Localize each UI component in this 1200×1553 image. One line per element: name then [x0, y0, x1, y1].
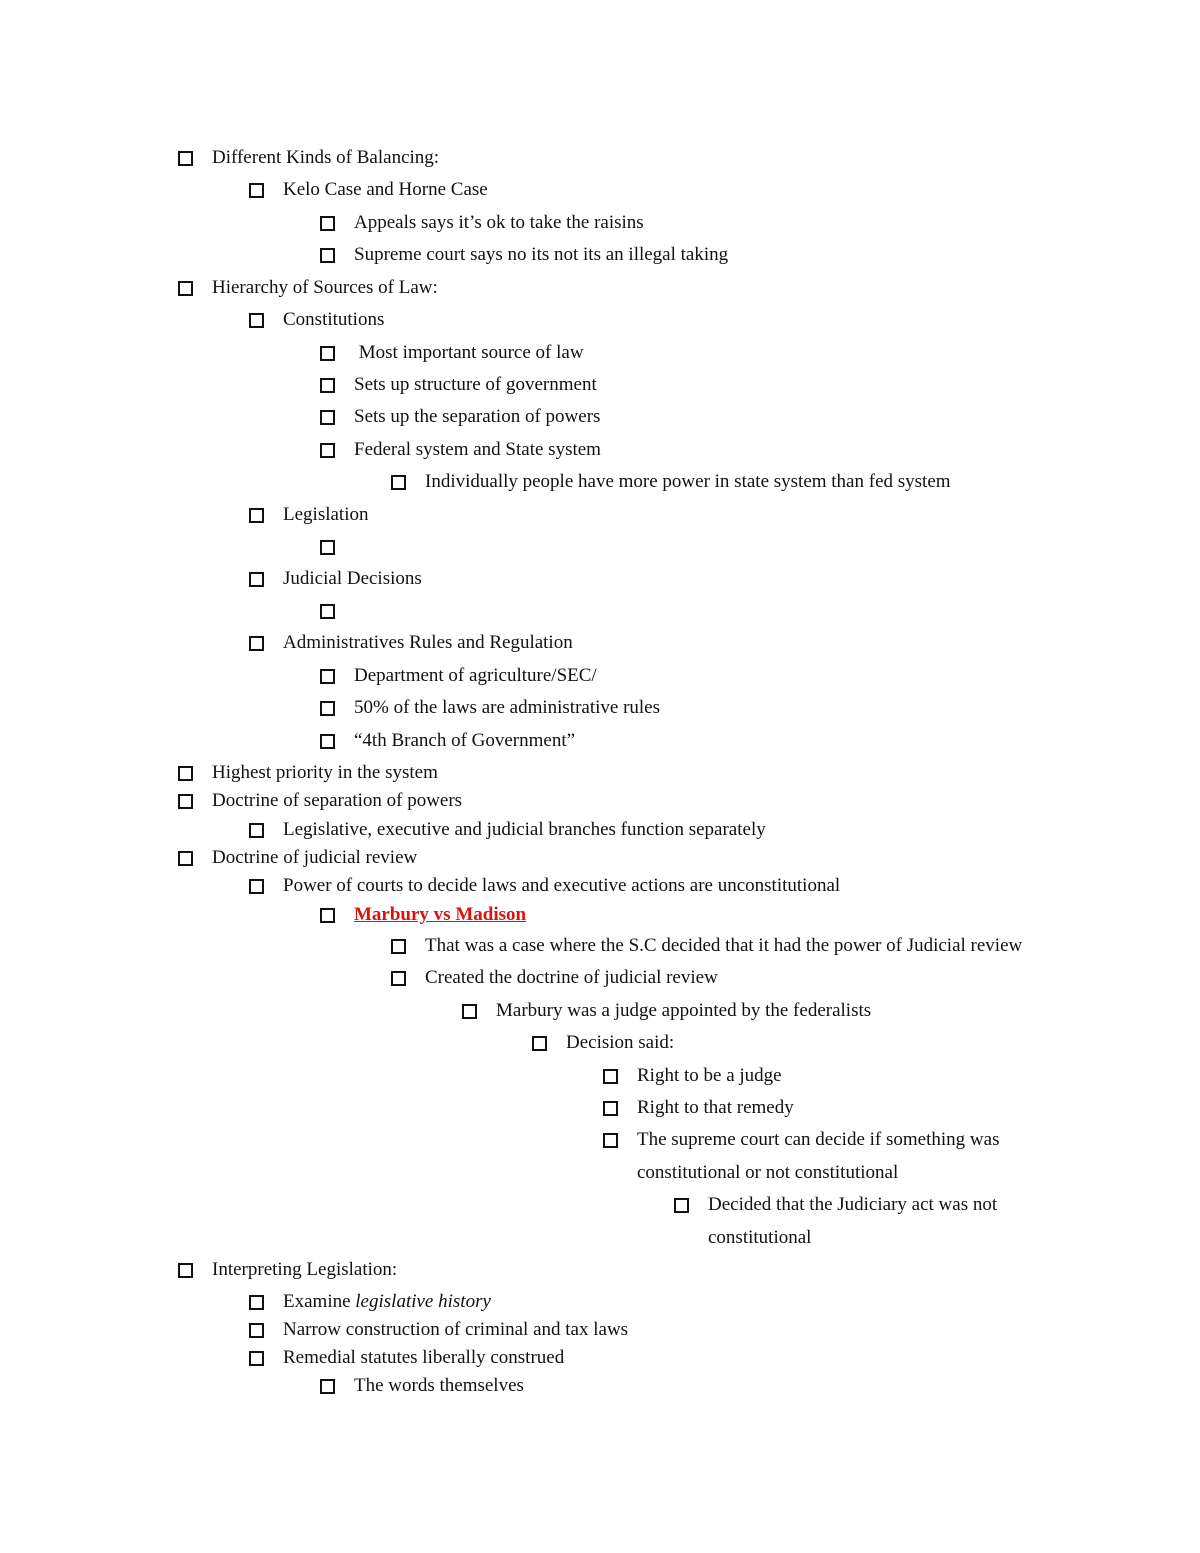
item-text: Sets up the separation of powers — [354, 406, 601, 427]
item-text: Legislative, executive and judicial branches function separately — [283, 819, 766, 840]
item-text: Created the doctrine of judicial review — [425, 967, 718, 988]
checkbox-icon — [391, 971, 406, 986]
checkbox-icon — [462, 1004, 477, 1019]
item-text: Individually people have more power in state system than fed system — [425, 471, 951, 492]
checkbox-icon — [320, 216, 335, 231]
item-text: That was a case where the S.C decided that it had the power of Judicial review — [425, 935, 1023, 956]
item-text: Doctrine of judicial review — [212, 847, 418, 868]
item-text: Administratives Rules and Regulation — [283, 632, 573, 653]
checkbox-icon — [320, 1379, 335, 1394]
checkbox-icon — [532, 1036, 547, 1051]
item-text-italic: legislative history — [355, 1291, 491, 1312]
checkbox-icon — [603, 1101, 618, 1116]
item-text: Decision said: — [566, 1032, 675, 1053]
item-text: The supreme court can decide if something was — [637, 1129, 1000, 1150]
checkbox-icon — [249, 1323, 264, 1338]
checkbox-icon — [320, 443, 335, 458]
checkbox-icon — [320, 734, 335, 749]
checkbox-icon — [249, 636, 264, 651]
checkbox-icon — [249, 1351, 264, 1366]
checkbox-icon — [320, 701, 335, 716]
item-text: Right to be a judge — [637, 1065, 782, 1086]
checkbox-icon — [320, 346, 335, 361]
checkbox-icon — [320, 248, 335, 263]
checkbox-icon — [320, 604, 335, 619]
checkbox-icon — [249, 313, 264, 328]
checkbox-icon — [249, 572, 264, 587]
item-text — [283, 1290, 491, 1314]
item-text: Department of agriculture/SEC/ — [354, 665, 597, 686]
item-text: constitutional — [708, 1227, 812, 1248]
item-text: Remedial statutes liberally construed — [283, 1347, 565, 1368]
item-text: Appeals says it’s ok to take the raisins — [354, 212, 644, 233]
checkbox-icon — [320, 410, 335, 425]
item-text: Marbury was a judge appointed by the federalists — [496, 1000, 872, 1021]
checkbox-icon — [178, 766, 193, 781]
item-text: Power of courts to decide laws and executive actions are unconstitutional — [283, 875, 841, 896]
checkbox-icon — [391, 475, 406, 490]
checkbox-icon — [320, 669, 335, 684]
item-text: Kelo Case and Horne Case — [283, 179, 488, 200]
case-name-highlight: Marbury vs Madison — [354, 904, 527, 925]
item-text: Interpreting Legislation: — [212, 1259, 398, 1280]
item-text: Constitutions — [283, 309, 385, 330]
item-text: Right to that remedy — [637, 1097, 794, 1118]
checkbox-icon — [603, 1069, 618, 1084]
item-text: 50% of the laws are administrative rules — [354, 697, 661, 718]
checkbox-icon — [674, 1198, 689, 1213]
item-text: Narrow construction of criminal and tax laws — [283, 1319, 629, 1340]
item-text: constitutional or not constitutional — [637, 1162, 899, 1183]
checkbox-icon — [249, 1295, 264, 1310]
item-text: Different Kinds of Balancing: — [212, 147, 440, 168]
checkbox-icon — [320, 540, 335, 555]
checkbox-icon — [178, 851, 193, 866]
item-text: Sets up structure of government — [354, 374, 597, 395]
checkbox-icon — [320, 378, 335, 393]
checkbox-icon — [249, 183, 264, 198]
checkbox-icon — [178, 151, 193, 166]
item-text: Most important source of law — [354, 342, 584, 363]
item-text: Hierarchy of Sources of Law: — [212, 277, 438, 298]
item-text-plain: Examine — [283, 1291, 356, 1312]
checkbox-icon — [178, 794, 193, 809]
item-text: Judicial Decisions — [283, 568, 422, 589]
checkbox-icon — [249, 508, 264, 523]
checkbox-icon — [249, 823, 264, 838]
item-text: Decided that the Judiciary act was not — [708, 1194, 998, 1215]
item-text: Federal system and State system — [354, 439, 601, 460]
item-text: Highest priority in the system — [212, 762, 438, 783]
checkbox-icon — [603, 1133, 618, 1148]
item-text: Legislation — [283, 504, 369, 525]
item-text: Supreme court says no its not its an illegal taking — [354, 244, 729, 265]
checkbox-icon — [178, 1263, 193, 1278]
item-text: The words themselves — [354, 1375, 524, 1396]
checkbox-icon — [249, 879, 264, 894]
item-text: Doctrine of separation of powers — [212, 790, 463, 811]
item-text: “4th Branch of Government” — [354, 730, 576, 751]
checkbox-icon — [391, 939, 406, 954]
checkbox-icon — [320, 908, 335, 923]
checkbox-icon — [178, 281, 193, 296]
